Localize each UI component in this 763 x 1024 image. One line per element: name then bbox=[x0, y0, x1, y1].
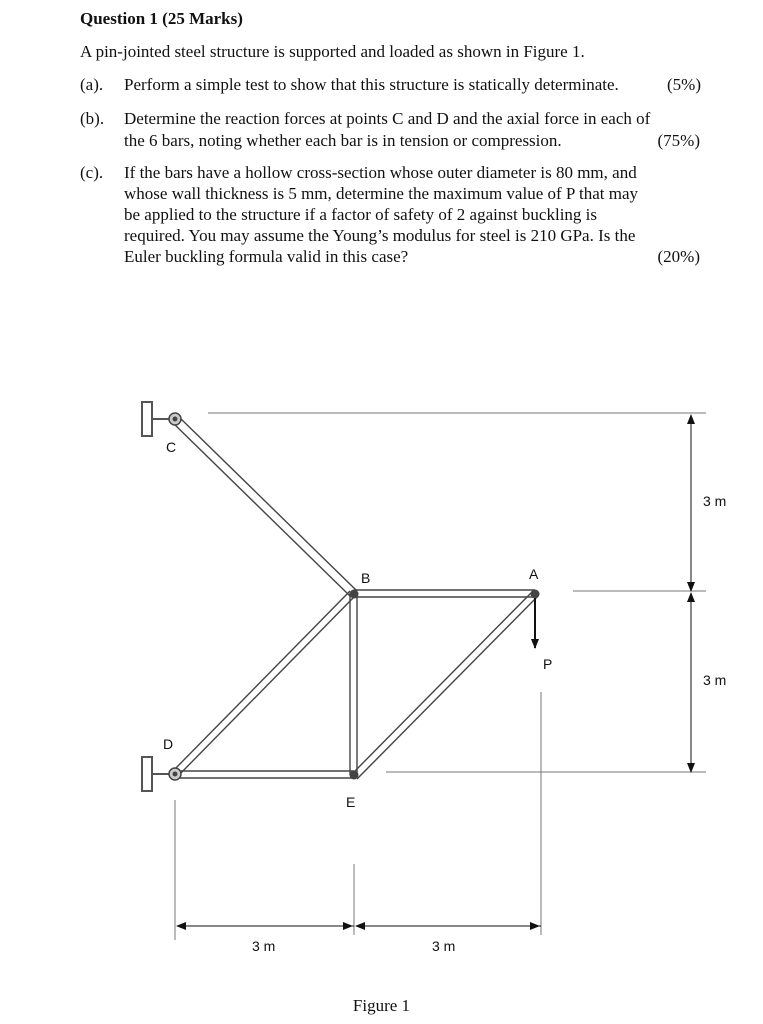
support-c bbox=[142, 402, 172, 436]
joint-e bbox=[350, 771, 359, 780]
part-a-label: (a). bbox=[80, 75, 104, 94]
truss-figure bbox=[0, 380, 763, 1024]
part-a bbox=[80, 74, 704, 96]
part-b bbox=[80, 108, 704, 152]
bar-db bbox=[172, 591, 355, 777]
part-c-line-3: be applied to the structure if a factor of safety of 2 against buckling is bbox=[124, 205, 598, 224]
part-b-line-2: the 6 bars, noting whether each bar is in tension or compression. bbox=[124, 131, 562, 150]
part-c bbox=[80, 162, 704, 272]
node-label-e: E bbox=[346, 794, 356, 810]
part-b-line-1: Determine the reaction forces at points C and D and the axial force in each of bbox=[124, 109, 651, 128]
figure-caption: Figure 1 bbox=[352, 996, 411, 1015]
part-c-label: (c). bbox=[80, 163, 104, 182]
dim-label-vertical-upper: 3 m bbox=[703, 493, 727, 509]
part-c-line-4: required. You may assume the Young’s modulus for steel is 210 GPa. Is the bbox=[124, 226, 636, 245]
part-a-marks: (5%) bbox=[667, 75, 701, 94]
dim-label-horizontal-right: 3 m bbox=[432, 938, 456, 954]
part-b-label: (b). bbox=[80, 109, 105, 128]
joint-c bbox=[169, 413, 181, 425]
question-heading: Question 1 (25 Marks) bbox=[80, 9, 243, 28]
bar-ba bbox=[354, 590, 535, 597]
part-a-text: Perform a simple test to show that this structure is statically determinate. bbox=[124, 75, 619, 94]
joint-d bbox=[169, 768, 181, 780]
node-label-a: A bbox=[529, 566, 539, 582]
bar-cb bbox=[172, 416, 356, 596]
load-label-p: P bbox=[543, 656, 553, 672]
bar-de bbox=[175, 771, 354, 778]
node-label-c: C bbox=[166, 439, 177, 455]
dim-label-vertical-lower: 3 m bbox=[703, 672, 727, 688]
joint-a bbox=[531, 590, 540, 599]
dim-label-horizontal-left: 3 m bbox=[252, 938, 276, 954]
node-label-d: D bbox=[163, 736, 174, 752]
bar-ea bbox=[352, 591, 538, 779]
part-c-line-5: Euler buckling formula valid in this case? bbox=[124, 247, 409, 266]
part-c-marks: (20%) bbox=[657, 247, 700, 266]
question-intro: A pin-jointed steel structure is supported and loaded as shown in Figure 1. bbox=[80, 42, 585, 61]
node-label-b: B bbox=[361, 570, 371, 586]
support-d bbox=[142, 757, 172, 791]
joint-b bbox=[350, 590, 359, 599]
part-b-marks: (75%) bbox=[657, 131, 700, 150]
part-c-line-1: If the bars have a hollow cross-section whose outer diameter is 80 mm, and bbox=[124, 163, 637, 182]
bar-be bbox=[350, 593, 357, 775]
part-c-line-2: whose wall thickness is 5 mm, determine the maximum value of P that may bbox=[124, 184, 638, 203]
